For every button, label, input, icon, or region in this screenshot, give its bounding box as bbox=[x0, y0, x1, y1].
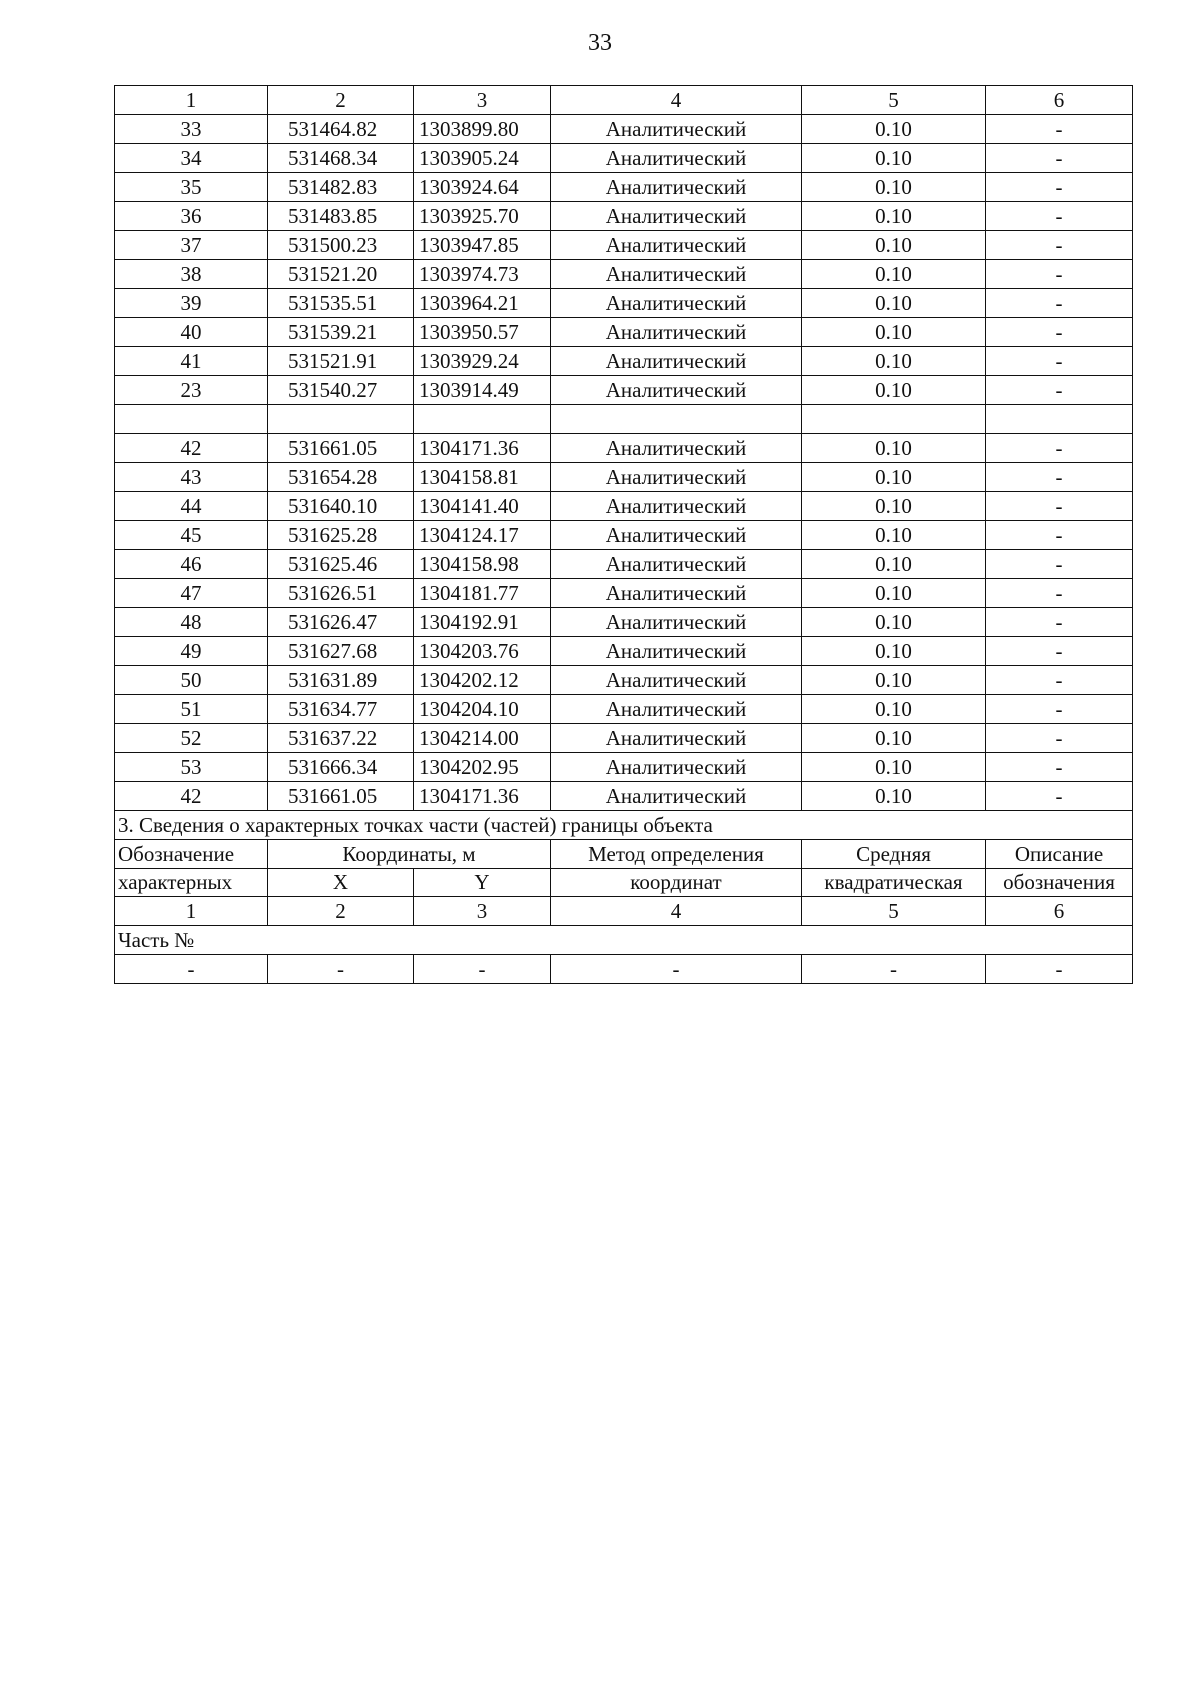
y-coordinate-cell: 1304202.12 bbox=[414, 666, 551, 695]
table-cell: - bbox=[802, 955, 986, 984]
point-id-cell: 40 bbox=[115, 318, 268, 347]
x-coordinate-cell: 531468.34 bbox=[268, 144, 414, 173]
description-header: Описание bbox=[986, 840, 1133, 869]
description-cell: - bbox=[986, 173, 1133, 202]
x-coordinate-cell: 531627.68 bbox=[268, 637, 414, 666]
section3-column-number-row bbox=[115, 897, 1133, 926]
x-coordinate-cell: 531666.34 bbox=[268, 753, 414, 782]
description-cell: - bbox=[986, 463, 1133, 492]
mean-error-cell: 0.10 bbox=[802, 666, 986, 695]
y-coordinate-cell: 1303925.70 bbox=[414, 202, 551, 231]
mean-error-cell: 0.10 bbox=[802, 637, 986, 666]
y-coordinate-cell: 1304181.77 bbox=[414, 579, 551, 608]
y-coordinate-cell: 1303905.24 bbox=[414, 144, 551, 173]
point-id-cell: 50 bbox=[115, 666, 268, 695]
description-cell: - bbox=[986, 231, 1133, 260]
table-row bbox=[115, 463, 1133, 492]
x-coordinate-cell: 531483.85 bbox=[268, 202, 414, 231]
table-row bbox=[115, 376, 1133, 405]
description-cell: - bbox=[986, 115, 1133, 144]
point-id-cell bbox=[115, 405, 268, 434]
table-row bbox=[115, 782, 1133, 811]
x-coordinate-cell: 531540.27 bbox=[268, 376, 414, 405]
mean-error-cell: 0.10 bbox=[802, 231, 986, 260]
point-id-cell: 33 bbox=[115, 115, 268, 144]
description-cell: - bbox=[986, 260, 1133, 289]
description-cell: - bbox=[986, 492, 1133, 521]
x-coordinate-cell: 531625.28 bbox=[268, 521, 414, 550]
x-coordinate-cell: 531539.21 bbox=[268, 318, 414, 347]
mean-error-cell: 0.10 bbox=[802, 318, 986, 347]
point-id-cell: 35 bbox=[115, 173, 268, 202]
section3-header-row-1 bbox=[115, 840, 1133, 869]
mean-error-cell: 0.10 bbox=[802, 202, 986, 231]
column-number: 3 bbox=[414, 86, 551, 115]
description-cell: - bbox=[986, 579, 1133, 608]
table-row bbox=[115, 202, 1133, 231]
point-id-cell: 42 bbox=[115, 434, 268, 463]
point-id-cell: 51 bbox=[115, 695, 268, 724]
x-coordinate-cell: 531661.05 bbox=[268, 782, 414, 811]
y-coordinate-cell: 1303974.73 bbox=[414, 260, 551, 289]
table-row bbox=[115, 550, 1133, 579]
method-cell: Аналитический bbox=[551, 637, 802, 666]
x-coordinate-cell: 531464.82 bbox=[268, 115, 414, 144]
x-coordinate-cell: 531482.83 bbox=[268, 173, 414, 202]
description-cell: - bbox=[986, 550, 1133, 579]
empty-part-row bbox=[115, 955, 1133, 984]
y-coordinate-cell: 1303929.24 bbox=[414, 347, 551, 376]
method-cell: Аналитический bbox=[551, 202, 802, 231]
point-id-cell: 53 bbox=[115, 753, 268, 782]
mean-error-cell: 0.10 bbox=[802, 347, 986, 376]
point-id-cell: 43 bbox=[115, 463, 268, 492]
description-cell: - bbox=[986, 521, 1133, 550]
y-coordinate-cell: 1304158.98 bbox=[414, 550, 551, 579]
method-cell: Аналитический bbox=[551, 492, 802, 521]
table-row bbox=[115, 637, 1133, 666]
x-coordinate-cell bbox=[268, 405, 414, 434]
table-row bbox=[115, 666, 1133, 695]
mean-error-cell: 0.10 bbox=[802, 521, 986, 550]
x-coordinate-cell: 531626.47 bbox=[268, 608, 414, 637]
x-coordinate-cell: 531535.51 bbox=[268, 289, 414, 318]
section3-block bbox=[115, 811, 1133, 984]
method-cell: Аналитический bbox=[551, 608, 802, 637]
description-cell: - bbox=[986, 289, 1133, 318]
point-id-cell: 34 bbox=[115, 144, 268, 173]
description-cell: - bbox=[986, 666, 1133, 695]
description-cell: - bbox=[986, 637, 1133, 666]
x-coordinate-cell: 531631.89 bbox=[268, 666, 414, 695]
table-cell: - bbox=[414, 955, 551, 984]
table-row bbox=[115, 608, 1133, 637]
y-coordinate-cell: 1303924.64 bbox=[414, 173, 551, 202]
point-id-cell: 37 bbox=[115, 231, 268, 260]
y-coordinate-cell: 1304192.91 bbox=[414, 608, 551, 637]
column-number: 4 bbox=[551, 86, 802, 115]
description-cell: - bbox=[986, 695, 1133, 724]
method-cell: Аналитический bbox=[551, 173, 802, 202]
table-cell: - bbox=[115, 955, 268, 984]
description-cell: - bbox=[986, 782, 1133, 811]
description-cell: - bbox=[986, 608, 1133, 637]
point-id-cell: 41 bbox=[115, 347, 268, 376]
mean-error-cell: 0.10 bbox=[802, 289, 986, 318]
mean-error-cell: 0.10 bbox=[802, 492, 986, 521]
y-coordinate-cell: 1304171.36 bbox=[414, 434, 551, 463]
mean-error-cell: 0.10 bbox=[802, 753, 986, 782]
x-coordinate-cell: 531634.77 bbox=[268, 695, 414, 724]
mean-error-cell: 0.10 bbox=[802, 115, 986, 144]
method-header-line2: координат bbox=[551, 869, 802, 897]
mean-error-cell: 0.10 bbox=[802, 260, 986, 289]
column-number: 6 bbox=[986, 86, 1133, 115]
column-number: 1 bbox=[115, 86, 268, 115]
x-coordinate-cell: 531625.46 bbox=[268, 550, 414, 579]
mean-error-cell: 0.10 bbox=[802, 144, 986, 173]
method-cell: Аналитический bbox=[551, 434, 802, 463]
column-number: 2 bbox=[268, 86, 414, 115]
section3-title-row bbox=[115, 811, 1133, 840]
mean-error-cell: 0.10 bbox=[802, 173, 986, 202]
point-id-cell: 49 bbox=[115, 637, 268, 666]
section3-header-row-2 bbox=[115, 869, 1133, 897]
description-cell: - bbox=[986, 753, 1133, 782]
x-coordinate-cell: 531626.51 bbox=[268, 579, 414, 608]
method-cell: Аналитический bbox=[551, 550, 802, 579]
column-number: 4 bbox=[551, 897, 802, 926]
designation-header: Обозначение bbox=[115, 840, 268, 869]
description-cell bbox=[986, 405, 1133, 434]
table-row bbox=[115, 144, 1133, 173]
coordinates-table bbox=[114, 85, 1133, 984]
y-coordinate-cell: 1304202.95 bbox=[414, 753, 551, 782]
x-coordinate-cell: 531654.28 bbox=[268, 463, 414, 492]
method-header: Метод определения bbox=[551, 840, 802, 869]
y-coordinate-cell: 1304203.76 bbox=[414, 637, 551, 666]
table-row bbox=[115, 492, 1133, 521]
point-id-cell: 45 bbox=[115, 521, 268, 550]
x-header: X bbox=[268, 869, 414, 897]
y-coordinate-cell: 1304158.81 bbox=[414, 463, 551, 492]
method-cell: Аналитический bbox=[551, 666, 802, 695]
description-cell: - bbox=[986, 376, 1133, 405]
mean-error-cell: 0.10 bbox=[802, 724, 986, 753]
mean-error-cell: 0.10 bbox=[802, 434, 986, 463]
method-cell bbox=[551, 405, 802, 434]
description-cell: - bbox=[986, 724, 1133, 753]
x-coordinate-cell: 531500.23 bbox=[268, 231, 414, 260]
point-id-cell: 42 bbox=[115, 782, 268, 811]
point-id-cell: 23 bbox=[115, 376, 268, 405]
column-number: 5 bbox=[802, 897, 986, 926]
mean-error-cell: 0.10 bbox=[802, 782, 986, 811]
table-cell: - bbox=[551, 955, 802, 984]
table-row bbox=[115, 521, 1133, 550]
mean-error-cell: 0.10 bbox=[802, 376, 986, 405]
column-number: 5 bbox=[802, 86, 986, 115]
table-row bbox=[115, 434, 1133, 463]
table-row bbox=[115, 289, 1133, 318]
part-label: Часть № bbox=[115, 926, 1133, 955]
method-cell: Аналитический bbox=[551, 115, 802, 144]
column-number: 6 bbox=[986, 897, 1133, 926]
table-cell: - bbox=[268, 955, 414, 984]
table-row bbox=[115, 115, 1133, 144]
method-cell: Аналитический bbox=[551, 782, 802, 811]
x-coordinate-cell: 531640.10 bbox=[268, 492, 414, 521]
point-id-cell: 52 bbox=[115, 724, 268, 753]
mean-error-cell: 0.10 bbox=[802, 608, 986, 637]
table-row bbox=[115, 260, 1133, 289]
mean-error-cell: 0.10 bbox=[802, 579, 986, 608]
part-row bbox=[115, 926, 1133, 955]
method-cell: Аналитический bbox=[551, 289, 802, 318]
point-id-cell: 47 bbox=[115, 579, 268, 608]
method-cell: Аналитический bbox=[551, 579, 802, 608]
table-row bbox=[115, 347, 1133, 376]
y-coordinate-cell: 1304171.36 bbox=[414, 782, 551, 811]
method-cell: Аналитический bbox=[551, 260, 802, 289]
column-number: 1 bbox=[115, 897, 268, 926]
column-number: 3 bbox=[414, 897, 551, 926]
column-number: 2 bbox=[268, 897, 414, 926]
mean-error-cell: 0.10 bbox=[802, 695, 986, 724]
method-cell: Аналитический bbox=[551, 231, 802, 260]
coordinates-table-body bbox=[115, 86, 1133, 811]
point-id-cell: 36 bbox=[115, 202, 268, 231]
method-cell: Аналитический bbox=[551, 753, 802, 782]
mean-error-header: Средняя bbox=[802, 840, 986, 869]
point-id-cell: 48 bbox=[115, 608, 268, 637]
table-row bbox=[115, 695, 1133, 724]
description-cell: - bbox=[986, 434, 1133, 463]
table-row bbox=[115, 173, 1133, 202]
description-cell: - bbox=[986, 202, 1133, 231]
method-cell: Аналитический bbox=[551, 347, 802, 376]
section3-title: 3. Сведения о характерных точках части (частей) границы объекта bbox=[115, 811, 1133, 840]
table-row bbox=[115, 318, 1133, 347]
y-coordinate-cell: 1303899.80 bbox=[414, 115, 551, 144]
mean-error-cell: 0.10 bbox=[802, 463, 986, 492]
y-coordinate-cell: 1303950.57 bbox=[414, 318, 551, 347]
point-id-cell: 46 bbox=[115, 550, 268, 579]
x-coordinate-cell: 531521.91 bbox=[268, 347, 414, 376]
y-coordinate-cell: 1303947.85 bbox=[414, 231, 551, 260]
mean-error-cell: 0.10 bbox=[802, 550, 986, 579]
method-cell: Аналитический bbox=[551, 724, 802, 753]
method-cell: Аналитический bbox=[551, 521, 802, 550]
y-coordinate-cell: 1304214.00 bbox=[414, 724, 551, 753]
y-coordinate-cell bbox=[414, 405, 551, 434]
table-row bbox=[115, 753, 1133, 782]
description-header-line2: обозначения bbox=[986, 869, 1133, 897]
mean-error-cell bbox=[802, 405, 986, 434]
y-coordinate-cell: 1303914.49 bbox=[414, 376, 551, 405]
method-cell: Аналитический bbox=[551, 695, 802, 724]
table-cell: - bbox=[986, 955, 1133, 984]
column-number-row bbox=[115, 86, 1133, 115]
x-coordinate-cell: 531521.20 bbox=[268, 260, 414, 289]
table-row bbox=[115, 724, 1133, 753]
coordinates-header: Координаты, м bbox=[268, 840, 551, 869]
x-coordinate-cell: 531661.05 bbox=[268, 434, 414, 463]
method-cell: Аналитический bbox=[551, 318, 802, 347]
table-row bbox=[115, 231, 1133, 260]
point-id-cell: 44 bbox=[115, 492, 268, 521]
y-coordinate-cell: 1304204.10 bbox=[414, 695, 551, 724]
point-id-cell: 39 bbox=[115, 289, 268, 318]
y-coordinate-cell: 1304141.40 bbox=[414, 492, 551, 521]
page-number: 33 bbox=[588, 30, 612, 56]
method-cell: Аналитический bbox=[551, 376, 802, 405]
method-cell: Аналитический bbox=[551, 144, 802, 173]
method-cell: Аналитический bbox=[551, 463, 802, 492]
point-id-cell: 38 bbox=[115, 260, 268, 289]
y-coordinate-cell: 1304124.17 bbox=[414, 521, 551, 550]
designation-header-line2: характерных bbox=[115, 869, 268, 897]
description-cell: - bbox=[986, 318, 1133, 347]
description-cell: - bbox=[986, 144, 1133, 173]
table-row bbox=[115, 405, 1133, 434]
description-cell: - bbox=[986, 347, 1133, 376]
x-coordinate-cell: 531637.22 bbox=[268, 724, 414, 753]
y-header: Y bbox=[414, 869, 551, 897]
y-coordinate-cell: 1303964.21 bbox=[414, 289, 551, 318]
mean-error-header-line2: квадратическая bbox=[802, 869, 986, 897]
table-row bbox=[115, 579, 1133, 608]
